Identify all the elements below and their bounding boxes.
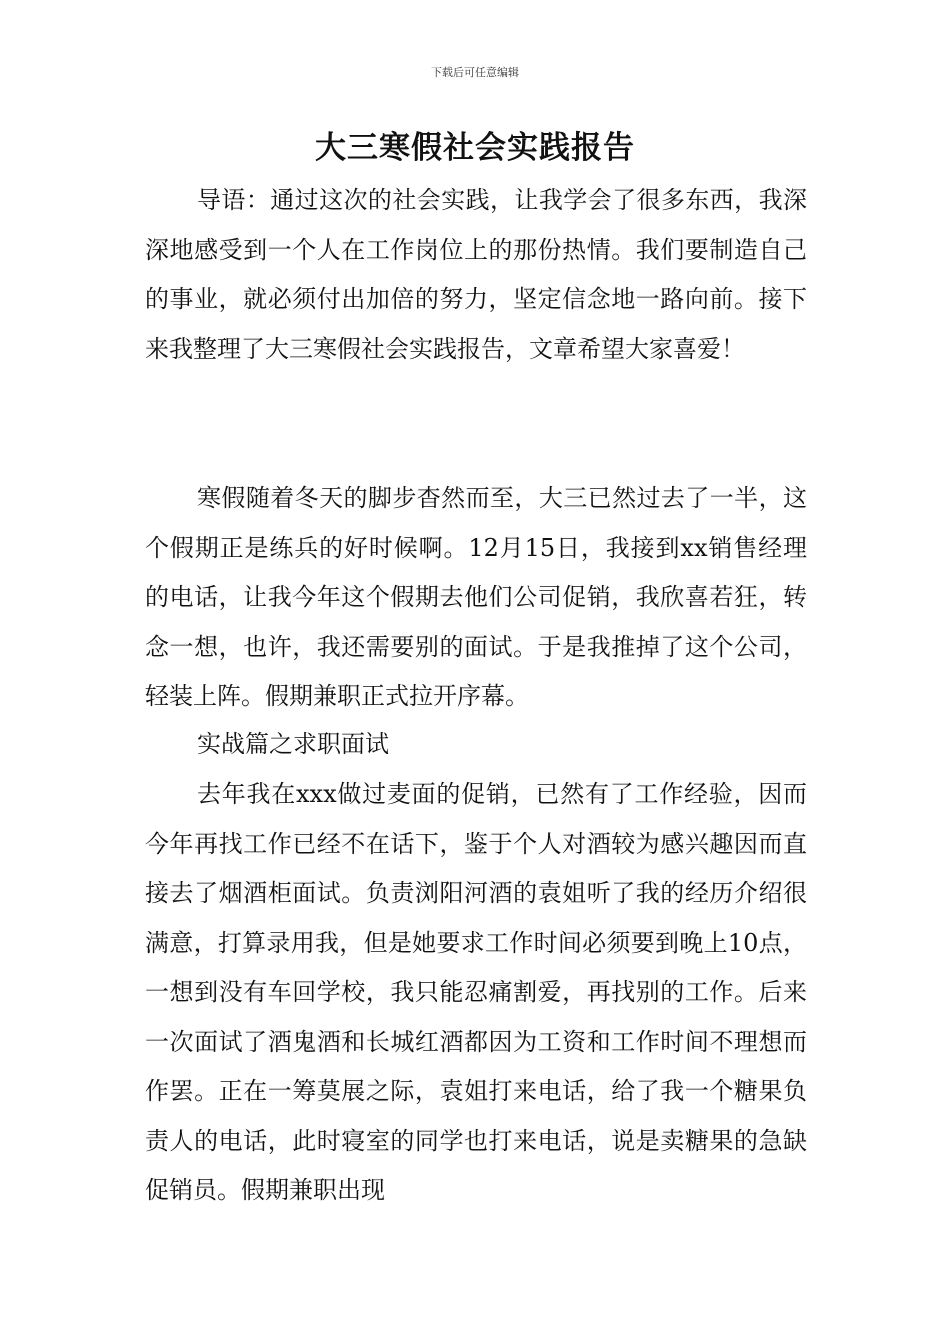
paragraph-winter-break: 寒假随着冬天的脚步杳然而至，大三已然过去了一半，这个假期正是练兵的好时候啊。12月15日，我接到xx销售经理的电话，让我今年这个假期去他们公司促销，我欣喜若狂，转念一想，也许，我还需要别的面试。于是我推掉了这个公司，轻装上阵。假期兼职正式拉开序幕。: [145, 484, 807, 710]
paragraph-intro: 导语：通过这次的社会实践，让我学会了很多东西，我深深地感受到一个人在工作岗位上的那份热情。我们要制造自己的事业，就必须付出加倍的努力，坚定信念地一路向前。接下来我整理了大三寒假社会实践报告，文章希望大家喜爱！: [145, 186, 807, 363]
header-note: 下载后可任意编辑: [431, 66, 519, 79]
document-title: 大三寒假社会实践报告: [315, 130, 635, 166]
section-heading: 实战篇之求职面试: [197, 730, 389, 758]
paragraph-job-interview: 去年我在xxx做过麦面的促销，已然有了工作经验，因而今年再找工作已经不在话下，鉴于个人对酒较为感兴趣因而直接去了烟酒柜面试。负责浏阳河酒的袁姐听了我的经历介绍很满意，打算录用我，但是她要求工作时间必须要到晚上10点，一想到没有车回学校，我只能忍痛割爱，再找别的工作。后来一次面试了酒鬼酒和长城红酒都因为工资和工作时间不理想而作罢。正在一筹莫展之际，袁姐打来电话，给了我一个糖果负责人的电话，此时寝室的同学也打来电话，说是卖糖果的急缺促销员。假期兼职出现: [145, 780, 807, 1204]
